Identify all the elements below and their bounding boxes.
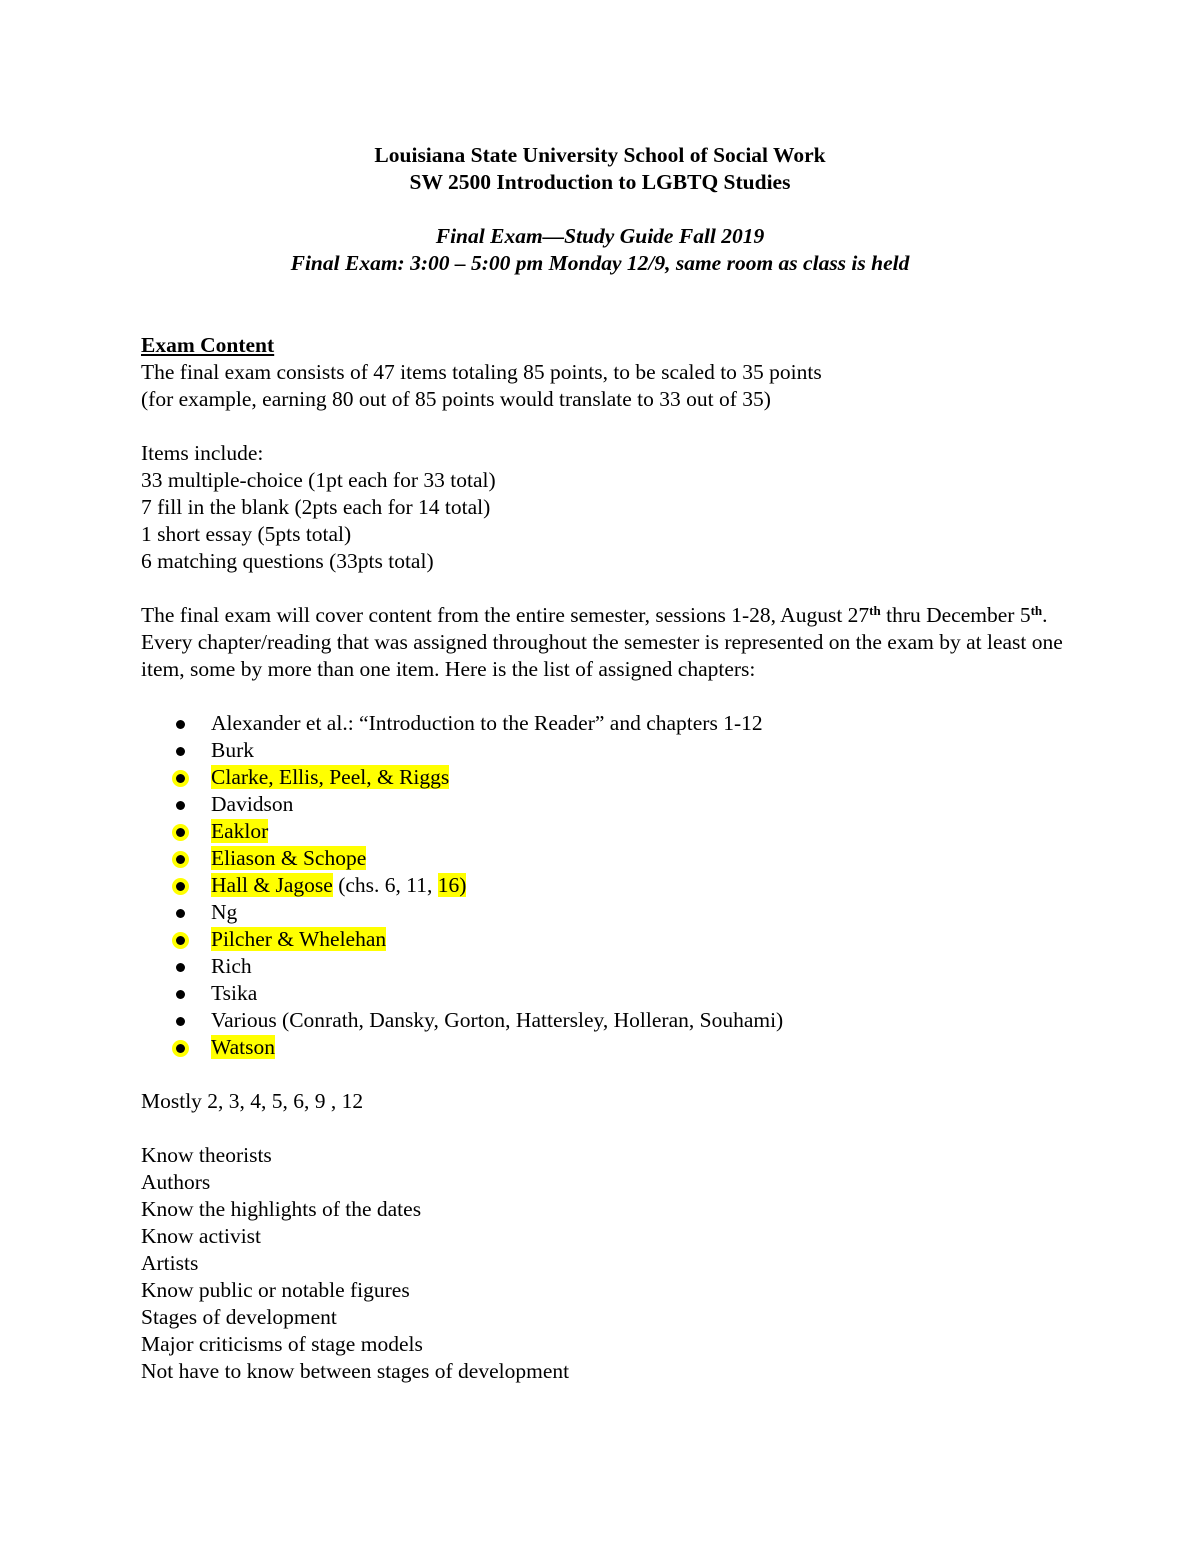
bullet-icon (176, 1017, 185, 1026)
reading-item: Clarke, Ellis, Peel, & Riggs (141, 764, 1071, 791)
bullet-icon (176, 963, 185, 972)
note-line: Stages of development (141, 1305, 337, 1329)
reading-item: Tsika (141, 980, 1071, 1007)
item-line: 7 fill in the blank (2pts each for 14 total) (141, 495, 491, 519)
exam-intro-line-2: (for example, earning 80 out of 85 points would translate to 33 out of 35) (141, 387, 771, 411)
bullet-icon (176, 855, 185, 864)
item-line: 6 matching questions (33pts total) (141, 549, 434, 573)
items-label: Items include: (141, 441, 264, 465)
mostly-chapters: Mostly 2, 3, 4, 5, 6, 9 , 12 (141, 1089, 364, 1113)
note-line: Know public or notable figures (141, 1278, 410, 1302)
document-header (0, 142, 1200, 277)
assigned-readings-list (141, 710, 1071, 1061)
reading-item: Various (Conrath, Dansky, Gorton, Hattersley, Holleran, Souhami) (141, 1007, 1071, 1034)
note-line: Major criticisms of stage models (141, 1332, 423, 1356)
item-line: 1 short essay (5pts total) (141, 522, 352, 546)
bullet-icon (176, 882, 185, 891)
study-guide-title: Final Exam—Study Guide Fall 2019 (435, 224, 765, 248)
reading-item: Watson (141, 1034, 1071, 1061)
reading-item: Alexander et al.: “Introduction to the Reader” and chapters 1-12 (141, 710, 1071, 737)
exam-content-heading: Exam Content (141, 333, 275, 357)
exam-intro-line-1: The final exam consists of 47 items totaling 85 points, to be scaled to 35 points (141, 360, 822, 384)
bullet-icon (176, 774, 185, 783)
note-line: Know the highlights of the dates (141, 1197, 422, 1221)
reading-item: Hall & Jagose (chs. 6, 11, 16) (141, 872, 1071, 899)
note-line: Not have to know between stages of development (141, 1359, 570, 1383)
bullet-icon (176, 990, 185, 999)
bullet-icon (176, 828, 185, 837)
course-title: SW 2500 Introduction to LGBTQ Studies (409, 170, 791, 194)
reading-item: Ng (141, 899, 1071, 926)
reading-item: Davidson (141, 791, 1071, 818)
note-line: Know theorists (141, 1143, 272, 1167)
exam-time: Final Exam: 3:00 – 5:00 pm Monday 12/9, same room as class is held (290, 251, 910, 275)
bullet-icon (176, 801, 185, 810)
reading-item: Burk (141, 737, 1071, 764)
bullet-icon (176, 936, 185, 945)
bullet-icon (176, 1044, 185, 1053)
document-body (141, 332, 1071, 1385)
university-title: Louisiana State University School of Social Work (374, 143, 826, 167)
note-line: Know activist (141, 1224, 262, 1248)
bullet-icon (176, 747, 185, 756)
note-line: Authors (141, 1170, 211, 1194)
coverage-paragraph: The final exam will cover content from the entire semester, sessions 1-28, August 27th thru December 5th. Every chapter/reading that was assigned throughout the semester is represented on the exam by at least one item, some by more than one item. Here is the list of assigned chapters: (141, 603, 1063, 681)
bullet-icon (176, 909, 185, 918)
item-line: 33 multiple-choice (1pt each for 33 total) (141, 468, 496, 492)
bullet-icon (176, 720, 185, 729)
reading-item: Eliason & Schope (141, 845, 1071, 872)
reading-item: Rich (141, 953, 1071, 980)
reading-item: Eaklor (141, 818, 1071, 845)
note-line: Artists (141, 1251, 199, 1275)
reading-item: Pilcher & Whelehan (141, 926, 1071, 953)
